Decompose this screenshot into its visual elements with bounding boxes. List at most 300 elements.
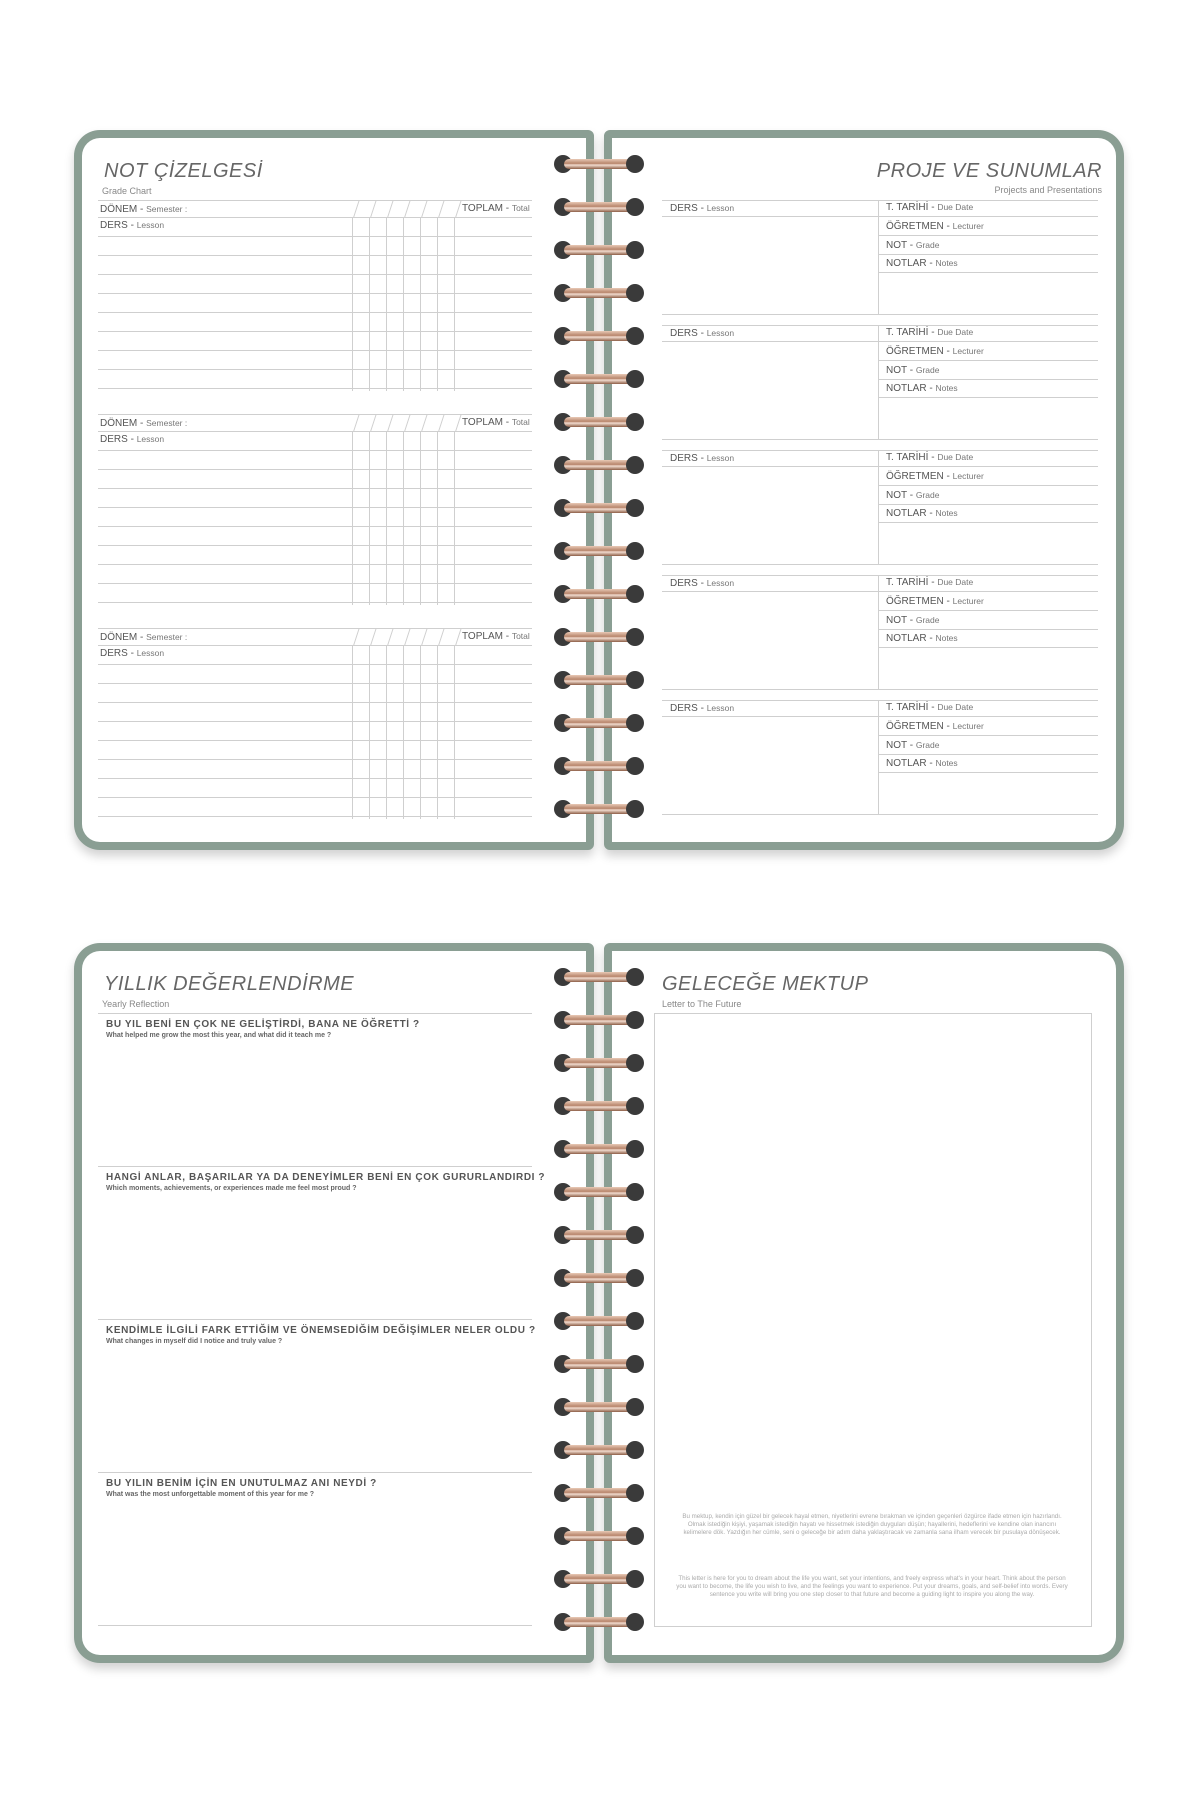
grade-column-header-line	[438, 414, 445, 431]
ring-hole	[626, 968, 644, 986]
lesson-label: DERS - Lesson	[100, 434, 165, 445]
block-header-rule	[662, 466, 1098, 467]
lecturer-label-sub: Lecturer	[952, 471, 984, 481]
spiral-ring	[554, 1310, 644, 1332]
lesson-label-main: DERS	[670, 328, 698, 339]
grade-row-line	[98, 564, 532, 565]
spiral-ring	[554, 1482, 644, 1504]
top-spread	[74, 130, 1124, 858]
spiral-ring	[554, 1052, 644, 1074]
grade-row-line	[98, 797, 532, 798]
spiral-ring	[554, 325, 644, 347]
ring-hole	[626, 198, 644, 216]
spiral-ring	[554, 583, 644, 605]
notes-label: NOTLAR - Notes	[886, 508, 958, 519]
page-title: YILLIK DEĞERLENDİRME	[104, 973, 355, 995]
field-rule	[878, 754, 1098, 755]
field-rule	[878, 735, 1098, 736]
question-rule	[98, 1319, 532, 1320]
ring-hole	[626, 284, 644, 302]
grade-column-line	[403, 217, 404, 391]
field-rule	[878, 254, 1098, 255]
ring-hole	[626, 1140, 644, 1158]
lecturer-label-sub: Lecturer	[952, 221, 984, 231]
reflection-question	[82, 1472, 586, 1625]
due-date-label: T. TARİHİ - Due Date	[886, 452, 974, 463]
ring-wire	[564, 1316, 634, 1326]
spiral-ring	[554, 1353, 644, 1375]
letter-intro-en: This letter is here for you to dream about the life you want, set your intentions, and freely express what's in your heart. Think about the person you want to become, the life you wish to live, and the feelings you want to experience. Put your dreams, goals, and self-belief into words. Every sentence you write will bring you one step closer to that future and become a guiding light to inspire you along the way.	[676, 1575, 1068, 1598]
ring-hole	[626, 1312, 644, 1330]
total-label-main: TOPLAM	[462, 631, 503, 642]
grade-label-sub: Grade	[915, 490, 940, 500]
field-rule	[878, 397, 1098, 398]
spiral-ring	[554, 1138, 644, 1160]
spiral-ring	[554, 1568, 644, 1590]
grade-row-line	[98, 431, 532, 432]
grade-row-line	[98, 721, 532, 722]
ring-hole	[626, 1011, 644, 1029]
grade-column-line	[352, 431, 353, 605]
block-header-rule	[662, 716, 1098, 717]
grade-column-header-line	[421, 200, 428, 217]
ring-wire	[564, 417, 634, 427]
notes-label-main: NOTLAR	[886, 383, 927, 394]
grade-row-line	[98, 816, 532, 817]
block-bottom-rule	[662, 814, 1098, 815]
lesson-label: DERS - Lesson	[670, 578, 735, 589]
ring-hole	[626, 671, 644, 689]
grade-column-header-line	[455, 200, 462, 217]
lecturer-label: ÖĞRETMEN - Lecturer	[886, 596, 984, 607]
grade-column-header-line	[370, 200, 377, 217]
notes-label-sub: Notes	[935, 633, 958, 643]
lesson-label-sub: Lesson	[706, 578, 735, 588]
spiral-ring	[554, 1224, 644, 1246]
lesson-label: DERS - Lesson	[670, 453, 735, 464]
question-subtitle: What helped me grow the most this year, and what did it teach me ?	[106, 1032, 332, 1039]
total-label-sub: Total	[511, 631, 530, 641]
grade-row-line	[98, 369, 532, 370]
block-divider	[878, 325, 879, 439]
ring-wire	[564, 1402, 634, 1412]
lecturer-label-sub: Lecturer	[952, 346, 984, 356]
lesson-label-main: DERS	[100, 434, 128, 445]
field-rule	[878, 629, 1098, 630]
grade-row-line	[98, 274, 532, 275]
total-label: TOPLAM - Total	[462, 631, 530, 642]
section-top-rule	[98, 628, 532, 629]
spiral-ring	[554, 196, 644, 218]
spiral-ring	[554, 1396, 644, 1418]
ring-hole	[626, 1226, 644, 1244]
ring-hole	[626, 542, 644, 560]
field-rule	[878, 647, 1098, 648]
page-title: GELECEĞE MEKTUP	[662, 973, 869, 995]
due-date-label: T. TARİHİ - Due Date	[886, 577, 974, 588]
field-rule	[878, 485, 1098, 486]
project-block	[612, 575, 1116, 695]
semester-label: DÖNEM - Semester :	[100, 204, 188, 215]
question-rule	[98, 1625, 532, 1626]
answer-area[interactable]	[98, 1349, 532, 1469]
page-subtitle: Projects and Presentations	[994, 185, 1102, 195]
lesson-label-main: DERS	[670, 203, 698, 214]
grade-row-line	[98, 331, 532, 332]
page-subtitle: Yearly Reflection	[102, 999, 170, 1009]
block-bottom-rule	[662, 564, 1098, 565]
lecturer-label: ÖĞRETMEN - Lecturer	[886, 221, 984, 232]
ring-hole	[626, 714, 644, 732]
grade-label: NOT - Grade	[886, 740, 940, 751]
ring-hole	[626, 1484, 644, 1502]
semester-section	[82, 628, 586, 818]
notes-label-main: NOTLAR	[886, 508, 927, 519]
grade-column-line	[403, 645, 404, 819]
grade-label-main: NOT	[886, 365, 907, 376]
notes-label: NOTLAR - Notes	[886, 383, 958, 394]
grade-column-line	[352, 645, 353, 819]
grade-column-header-line	[421, 628, 428, 645]
ring-wire	[564, 804, 634, 814]
spiral-ring	[554, 1095, 644, 1117]
notes-label: NOTLAR - Notes	[886, 758, 958, 769]
ring-hole	[626, 413, 644, 431]
lecturer-label-main: ÖĞRETMEN	[886, 346, 944, 357]
grade-column-line	[369, 431, 370, 605]
ring-hole	[626, 241, 644, 259]
question-rule	[98, 1166, 532, 1167]
lesson-label-sub: Lesson	[706, 703, 735, 713]
block-header-rule	[662, 341, 1098, 342]
lecturer-label-sub: Lecturer	[952, 596, 984, 606]
lesson-label-sub: Lesson	[136, 648, 165, 658]
semester-label-main: DÖNEM	[100, 632, 138, 643]
ring-wire	[564, 1101, 634, 1111]
grade-column-line	[352, 217, 353, 391]
grade-label: NOT - Grade	[886, 615, 940, 626]
spiral-ring	[554, 153, 644, 175]
ring-wire	[564, 1187, 634, 1197]
ring-wire	[564, 546, 634, 556]
question-title: BU YILIN BENİM İÇİN EN UNUTULMAZ ANI NEYDİ ?	[106, 1478, 377, 1489]
ring-hole	[626, 1570, 644, 1588]
lesson-label: DERS - Lesson	[670, 203, 735, 214]
lecturer-label-main: ÖĞRETMEN	[886, 596, 944, 607]
grade-row-line	[98, 450, 532, 451]
block-header-rule	[662, 591, 1098, 592]
total-label-sub: Total	[511, 203, 530, 213]
answer-area[interactable]	[98, 1502, 532, 1622]
ring-wire	[564, 245, 634, 255]
grade-column-line	[437, 431, 438, 605]
grade-label-main: NOT	[886, 740, 907, 751]
ring-hole	[626, 370, 644, 388]
grade-column-line	[369, 645, 370, 819]
lecturer-label-main: ÖĞRETMEN	[886, 221, 944, 232]
grade-label: NOT - Grade	[886, 240, 940, 251]
lesson-label-sub: Lesson	[136, 220, 165, 230]
section-top-rule	[98, 200, 532, 201]
notes-label-sub: Notes	[935, 758, 958, 768]
reflection-question	[82, 1166, 586, 1319]
project-block	[612, 450, 1116, 570]
notes-label-sub: Notes	[935, 508, 958, 518]
grade-label-sub: Grade	[915, 615, 940, 625]
due-date-label: T. TARİHİ - Due Date	[886, 202, 974, 213]
ring-wire	[564, 1273, 634, 1283]
lesson-label-main: DERS	[100, 648, 128, 659]
block-bottom-rule	[662, 439, 1098, 440]
ring-wire	[564, 1488, 634, 1498]
question-title: HANGİ ANLAR, BAŞARILAR YA DA DENEYİMLER BENİ EN ÇOK GURURLANDIRDI ?	[106, 1172, 546, 1183]
lesson-label-sub: Lesson	[706, 328, 735, 338]
spiral-ring	[554, 497, 644, 519]
ring-wire	[564, 1230, 634, 1240]
ring-wire	[564, 761, 634, 771]
spiral-ring	[554, 411, 644, 433]
question-rule	[98, 1013, 532, 1014]
ring-wire	[564, 589, 634, 599]
block-divider	[878, 700, 879, 814]
due-date-label-main: T. TARİHİ	[886, 452, 929, 463]
notes-label-main: NOTLAR	[886, 258, 927, 269]
field-rule	[878, 360, 1098, 361]
semester-label-main: DÖNEM	[100, 204, 138, 215]
lecturer-label: ÖĞRETMEN - Lecturer	[886, 721, 984, 732]
projects-page	[604, 130, 1124, 850]
due-date-label-sub: Due Date	[937, 327, 974, 337]
project-block	[612, 200, 1116, 320]
block-bottom-rule	[662, 314, 1098, 315]
grade-column-line	[437, 645, 438, 819]
grade-label-main: NOT	[886, 615, 907, 626]
project-block	[612, 325, 1116, 445]
spiral-ring	[554, 1611, 644, 1633]
spiral-ring	[554, 626, 644, 648]
ring-wire	[564, 1015, 634, 1025]
grade-column-header-line	[353, 200, 360, 217]
grade-row-line	[98, 645, 532, 646]
question-subtitle: What was the most unforgettable moment of this year for me ?	[106, 1491, 315, 1498]
grade-column-header-line	[438, 628, 445, 645]
reflection-question	[82, 1013, 586, 1166]
lesson-label-main: DERS	[670, 703, 698, 714]
due-date-label-main: T. TARİHİ	[886, 202, 929, 213]
field-rule	[878, 610, 1098, 611]
ring-wire	[564, 503, 634, 513]
lesson-label-sub: Lesson	[706, 453, 735, 463]
ring-hole	[626, 1097, 644, 1115]
lesson-label-main: DERS	[670, 453, 698, 464]
spiral-ring	[554, 368, 644, 390]
ring-hole	[626, 585, 644, 603]
notes-label-sub: Notes	[935, 258, 958, 268]
grade-row-line	[98, 664, 532, 665]
spiral-ring	[554, 1439, 644, 1461]
grade-column-header-line	[387, 628, 394, 645]
due-date-label-sub: Due Date	[937, 702, 974, 712]
block-top-rule	[662, 325, 1098, 326]
spiral-binding	[554, 130, 644, 850]
grade-label-main: NOT	[886, 240, 907, 251]
ring-hole	[626, 1355, 644, 1373]
ring-wire	[564, 675, 634, 685]
lesson-label-sub: Lesson	[706, 203, 735, 213]
grade-label: NOT - Grade	[886, 490, 940, 501]
question-rule	[98, 1472, 532, 1473]
page-title: NOT ÇİZELGESİ	[104, 160, 263, 182]
ring-wire	[564, 288, 634, 298]
ring-wire	[564, 1531, 634, 1541]
notes-label: NOTLAR - Notes	[886, 258, 958, 269]
lecturer-label: ÖĞRETMEN - Lecturer	[886, 471, 984, 482]
ring-wire	[564, 1445, 634, 1455]
grade-column-header-line	[404, 200, 411, 217]
ring-wire	[564, 718, 634, 728]
grade-column-line	[454, 217, 455, 391]
grade-row-line	[98, 683, 532, 684]
ring-hole	[626, 155, 644, 173]
grade-row-line	[98, 217, 532, 218]
grade-column-header-line	[353, 414, 360, 431]
total-label: TOPLAM - Total	[462, 417, 530, 428]
due-date-label-main: T. TARİHİ	[886, 577, 929, 588]
ring-hole	[626, 1398, 644, 1416]
ring-hole	[626, 628, 644, 646]
notes-label-main: NOTLAR	[886, 758, 927, 769]
question-title: KENDİMLE İLGİLİ FARK ETTİĞİM VE ÖNEMSEDİĞİM DEĞİŞİMLER NELER OLDU ?	[106, 1325, 536, 1336]
answer-area[interactable]	[98, 1196, 532, 1316]
grade-column-line	[454, 431, 455, 605]
page-subtitle: Letter to The Future	[662, 999, 742, 1009]
ring-hole	[626, 757, 644, 775]
ring-wire	[564, 972, 634, 982]
grade-row-line	[98, 526, 532, 527]
notes-label-main: NOTLAR	[886, 633, 927, 644]
grade-row-line	[98, 350, 532, 351]
spiral-ring	[554, 1009, 644, 1031]
spiral-ring	[554, 669, 644, 691]
section-top-rule	[98, 414, 532, 415]
due-date-label-sub: Due Date	[937, 577, 974, 587]
ring-hole	[626, 1527, 644, 1545]
notes-label-sub: Notes	[935, 383, 958, 393]
grade-row-line	[98, 702, 532, 703]
grade-label-sub: Grade	[915, 740, 940, 750]
lesson-label: DERS - Lesson	[100, 648, 165, 659]
spiral-ring	[554, 966, 644, 988]
grade-row-line	[98, 388, 532, 389]
field-rule	[878, 522, 1098, 523]
ring-wire	[564, 460, 634, 470]
ring-wire	[564, 374, 634, 384]
grade-row-line	[98, 255, 532, 256]
grade-label-sub: Grade	[915, 240, 940, 250]
grade-column-header-line	[370, 628, 377, 645]
spiral-ring	[554, 798, 644, 820]
grade-row-line	[98, 602, 532, 603]
grade-row-line	[98, 778, 532, 779]
grade-column-header-line	[455, 628, 462, 645]
block-divider	[878, 200, 879, 314]
spiral-ring	[554, 1181, 644, 1203]
grade-chart-page	[74, 130, 594, 850]
due-date-label: T. TARİHİ - Due Date	[886, 702, 974, 713]
ring-hole	[626, 499, 644, 517]
field-rule	[878, 235, 1098, 236]
ring-hole	[626, 800, 644, 818]
answer-area[interactable]	[98, 1043, 532, 1163]
grade-column-header-line	[438, 200, 445, 217]
grade-row-line	[98, 545, 532, 546]
ring-hole	[626, 327, 644, 345]
ring-wire	[564, 1617, 634, 1627]
ring-wire	[564, 159, 634, 169]
grade-column-header-line	[455, 414, 462, 431]
total-label-main: TOPLAM	[462, 203, 503, 214]
grade-row-line	[98, 759, 532, 760]
notes-label: NOTLAR - Notes	[886, 633, 958, 644]
due-date-label-main: T. TARİHİ	[886, 327, 929, 338]
lesson-label: DERS - Lesson	[670, 703, 735, 714]
grade-row-line	[98, 507, 532, 508]
field-rule	[878, 772, 1098, 773]
grade-column-header-line	[353, 628, 360, 645]
block-top-rule	[662, 575, 1098, 576]
field-rule	[878, 379, 1098, 380]
project-block	[612, 700, 1116, 820]
semester-label: DÖNEM - Semester :	[100, 418, 188, 429]
ring-hole	[626, 1183, 644, 1201]
semester-label-sub: Semester :	[146, 418, 188, 428]
grade-column-line	[420, 645, 421, 819]
spiral-ring	[554, 712, 644, 734]
ring-hole	[626, 456, 644, 474]
grade-row-line	[98, 583, 532, 584]
semester-label-main: DÖNEM	[100, 418, 138, 429]
semester-label-sub: Semester :	[146, 632, 188, 642]
grade-column-line	[386, 645, 387, 819]
grade-column-line	[420, 217, 421, 391]
grade-row-line	[98, 312, 532, 313]
reflection-question	[82, 1319, 586, 1472]
grade-column-line	[420, 431, 421, 605]
semester-label: DÖNEM - Semester :	[100, 632, 188, 643]
block-header-rule	[662, 216, 1098, 217]
spiral-binding	[554, 943, 644, 1663]
grade-column-header-line	[404, 414, 411, 431]
ring-hole	[626, 1269, 644, 1287]
spiral-ring	[554, 282, 644, 304]
total-label-sub: Total	[511, 417, 530, 427]
grade-row-line	[98, 293, 532, 294]
letter-page	[604, 943, 1124, 1663]
ring-wire	[564, 1058, 634, 1068]
lesson-label-main: DERS	[670, 578, 698, 589]
ring-hole	[626, 1054, 644, 1072]
semester-label-sub: Semester :	[146, 204, 188, 214]
lesson-label: DERS - Lesson	[670, 328, 735, 339]
grade-label-main: NOT	[886, 490, 907, 501]
spiral-ring	[554, 540, 644, 562]
grade-row-line	[98, 740, 532, 741]
ring-wire	[564, 202, 634, 212]
spiral-ring	[554, 1267, 644, 1289]
spiral-ring	[554, 454, 644, 476]
block-top-rule	[662, 450, 1098, 451]
spiral-ring	[554, 239, 644, 261]
